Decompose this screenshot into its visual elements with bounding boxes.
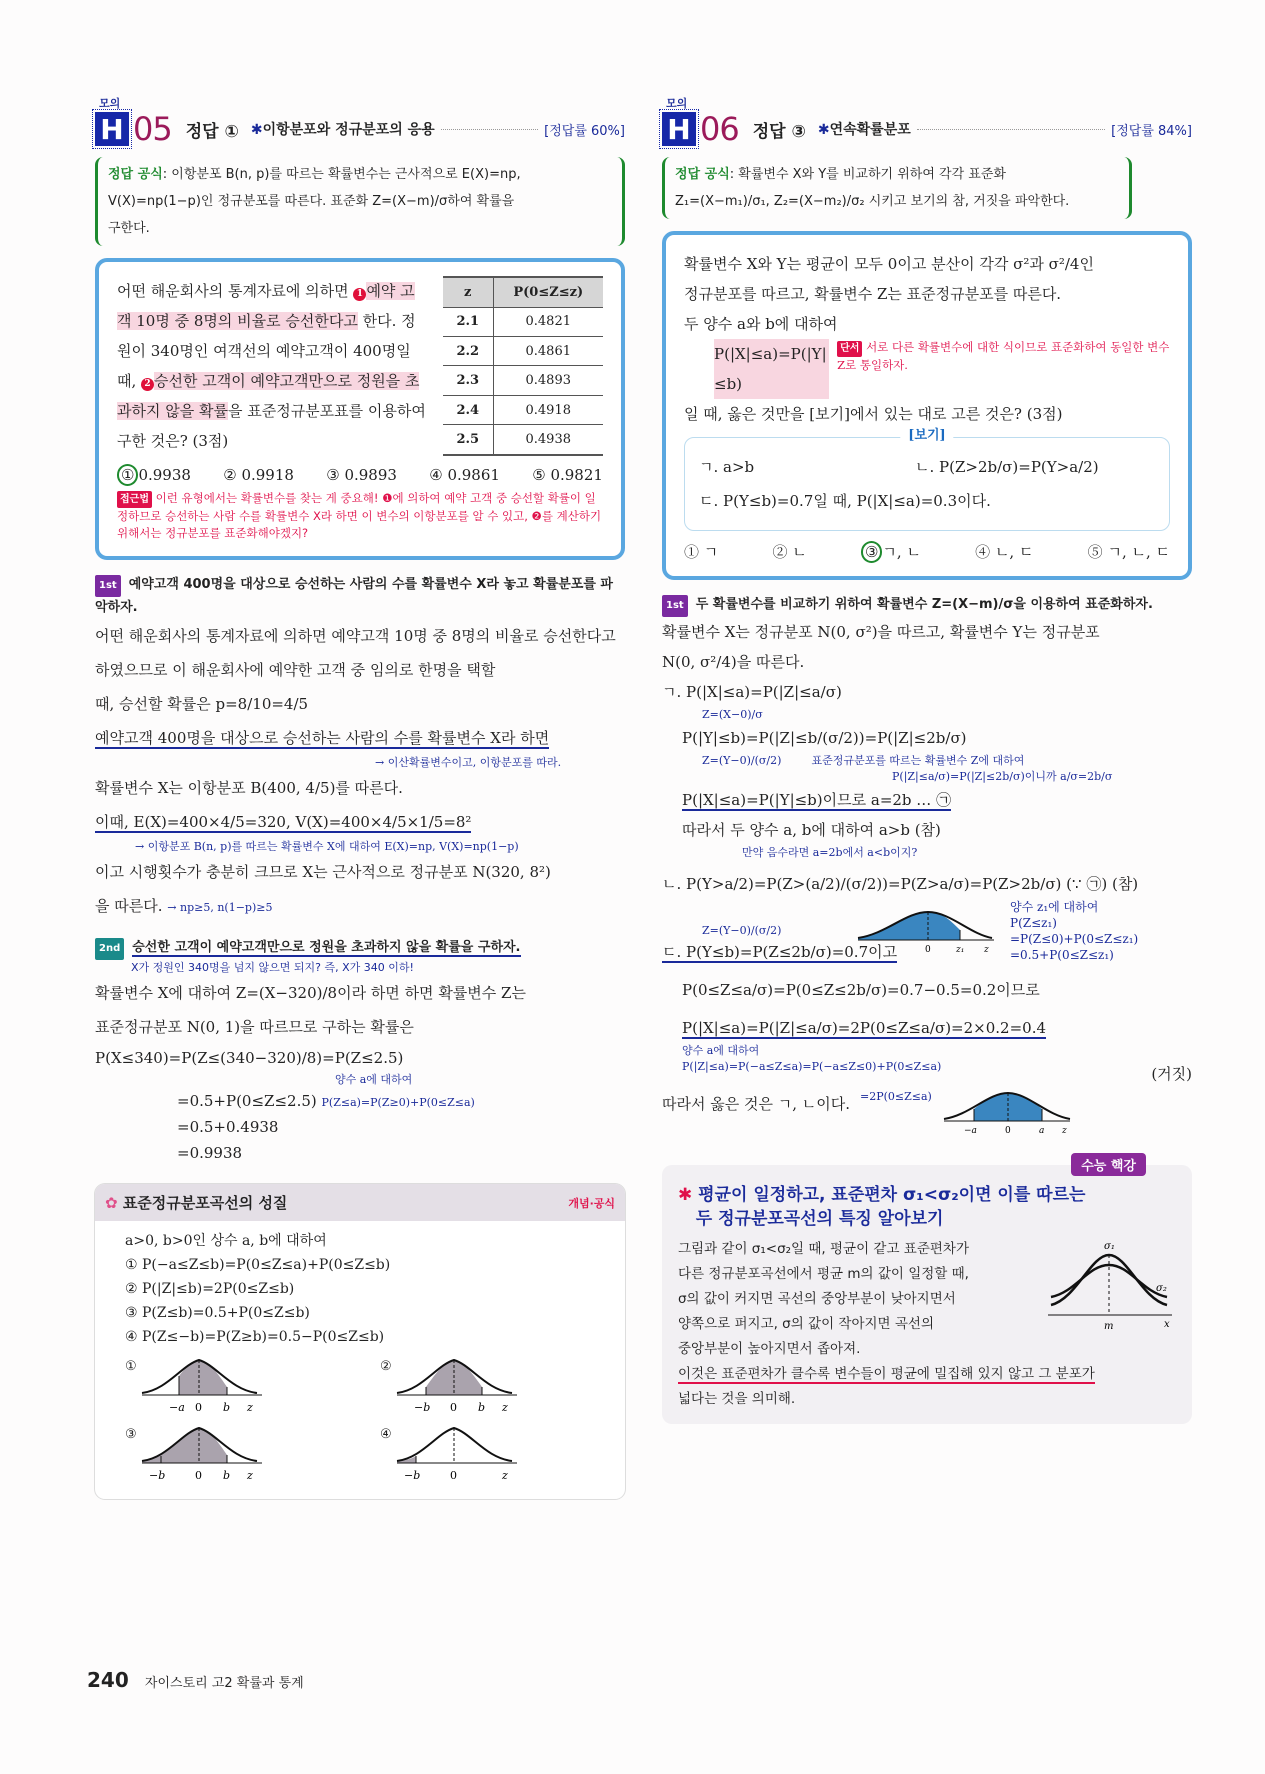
svg-text:0: 0 — [925, 945, 931, 954]
choice-5[interactable]: ⑤ 0.9821 — [532, 466, 603, 484]
answer-choices — [117, 466, 603, 484]
choice-4[interactable]: ④ 0.9861 — [429, 466, 500, 484]
svg-text:a: a — [1038, 1126, 1045, 1135]
z1-note: 양수 z₁에 대하여 P(Z≤z₁) =P(Z≤0)+P(0≤Z≤z₁) =0.5+P(0≤Z≤z₁) — [1010, 900, 1139, 962]
table-row: 2.5 0.4938 — [443, 425, 603, 455]
page-number: 240 — [87, 1668, 129, 1692]
svg-text:b: b — [477, 1401, 485, 1414]
answer-choices — [684, 541, 1170, 562]
topic: ✱이항분포와 정규분포의 응용 — [250, 122, 435, 138]
formula-text: 구한다. — [108, 221, 150, 236]
z-table: z P(0≤Z≤z) 2.1 0.4821 2.2 0.4861 2.3 0.4893 2.4 0.4918 2.5 0.4938 — [443, 276, 603, 456]
formula-label: 정답 공식 — [108, 167, 163, 182]
svg-text:0: 0 — [194, 1469, 202, 1482]
svg-text:b: b — [222, 1469, 230, 1482]
problem-header — [95, 111, 625, 147]
concept-item: ① P(−a≤Z≤b)=P(0≤Z≤a)+P(0≤Z≤b) — [125, 1257, 391, 1273]
choice-3[interactable]: ③ ㄱ, ㄴ — [861, 541, 921, 562]
bogi-item: ㄴ. P(Z>2b/σ)=P(Y>a/2) — [915, 458, 1099, 476]
question-text: 어떤 해운회사의 통계자료에 의하면 1 예약 고객 10명 중 8명의 비율로 승선한다고 한다. 정원이 340명인 여객선의 예약고객이 400명일 때, 2 승선한 고객이 예약고객만으로 정원을 초과하지 않을 확률을 표준정규분포표를 이용하여 구한 것은? (3점) — [117, 282, 426, 450]
bogi-box — [684, 428, 1170, 531]
problem-number: 05 — [133, 110, 172, 148]
tip-text: 이것은 표준편차가 클수록 변수들이 평균에 밀집해 있지 않고 그 분포가 넓다는 것을 의미해. — [678, 1366, 1095, 1407]
step-1-title: 1st 예약고객 400명을 대상으로 승선하는 사람의 수를 확률변수 X라 놓고 확률분포를 파악하자. — [95, 577, 613, 615]
question-box — [95, 258, 625, 560]
two-normal-curves-graph — [1046, 1237, 1176, 1347]
problem-number: 06 — [700, 110, 739, 148]
concept-tag: 개념·공식 — [568, 1196, 615, 1210]
answer-label: 정답 ① — [185, 121, 239, 142]
correct-rate: [정답률 60%] — [544, 123, 625, 139]
marker-1-icon: 1 — [353, 288, 366, 301]
problem-h05 — [95, 95, 625, 1499]
approach-hint: 접근법 이런 유형에서는 확률변수를 찾는 게 중요해! ❶에 의하여 예약 고객 중 승선할 확률이 일정하므로 승선하는 사람 수를 확률변수 X라 하면 이 변수의 이항분포를 알 수 있고, ❷를 계산하기 위해서는 정규분포를 표준화해야겠지? — [117, 491, 602, 540]
correct-rate: [정답률 84%] — [1111, 123, 1192, 139]
normal-curve-graph-3: ③ −b 0 b z — [125, 1423, 340, 1485]
svg-text:z₁: z₁ — [956, 945, 965, 954]
question-box — [662, 231, 1192, 580]
formula-text: : 확률변수 X와 Y를 비교하기 위하여 각각 표준화 — [729, 167, 1006, 182]
svg-text:z: z — [246, 1401, 253, 1414]
normal-curve-graph-4: ④ −b 0 z — [380, 1423, 595, 1485]
choice-4[interactable]: ④ ㄴ, ㄷ — [975, 543, 1034, 561]
clue-hint: 단서 서로 다른 확률변수에 대한 식이므로 표준화하여 동일한 변수 Z로 통일하자. — [837, 340, 1170, 372]
tip-box — [662, 1159, 1192, 1424]
marker-2-icon: 2 — [141, 378, 154, 391]
table-row: 2.4 0.4918 — [443, 395, 603, 424]
table-row: 2.1 0.4821 — [443, 307, 603, 336]
tip-text: 그림과 같이 σ₁<σ₂일 때, 평균이 같고 표준편차가 다른 정규분포곡선에서 평균 m의 값이 일정할 때, σ의 값이 커지면 곡선의 중앙부분이 낮아지면서 양쪽으로 퍼지고, σ의 값이 작아지면 곡선의 중앙부분이 높아지면서 좁아져. — [678, 1241, 969, 1357]
choice-3[interactable]: ③ 0.9893 — [326, 466, 397, 484]
bogi-item: ㄷ. P(Y≤b)=0.7일 때, P(|X|≤a)=0.3이다. — [699, 492, 991, 510]
answer-label: 정답 ③ — [752, 121, 806, 142]
svg-text:0: 0 — [449, 1469, 457, 1482]
svg-text:σ₂: σ₂ — [1156, 1283, 1167, 1294]
concept-title: ✿ 표준정규분포곡선의 성질 — [105, 1194, 288, 1212]
svg-text:−a: −a — [168, 1401, 185, 1414]
concept-item: ④ P(Z≤−b)=P(Z≥b)=0.5−P(0≤Z≤b) — [125, 1329, 385, 1345]
svg-text:σ₁: σ₁ — [1104, 1241, 1115, 1252]
svg-text:0: 0 — [194, 1401, 202, 1414]
svg-text:z: z — [984, 945, 989, 954]
concept-item: ② P(|Z|≤b)=2P(0≤Z≤b) — [125, 1281, 295, 1297]
svg-text:−a: −a — [963, 1126, 977, 1135]
problem-h06 — [662, 95, 1192, 1424]
bogi-title: [보기] — [900, 427, 953, 445]
choice-2[interactable]: ② 0.9918 — [223, 466, 294, 484]
tip-badge: 수능 핵강 — [1071, 1153, 1146, 1176]
choice-5[interactable]: ⑤ ㄱ, ㄴ, ㄷ — [1087, 543, 1170, 561]
table-row: 2.3 0.4893 — [443, 366, 603, 395]
normal-curve-graph-2: ② −b 0 b z — [380, 1355, 595, 1417]
svg-text:x: x — [1164, 1319, 1170, 1330]
formula-label: 정답 공식 — [675, 167, 730, 182]
concept-box — [95, 1184, 625, 1499]
mock-label: 모의 — [666, 97, 688, 110]
normal-curve-shaded-center — [942, 1089, 1072, 1135]
svg-text:z: z — [246, 1469, 253, 1482]
mock-label: 모의 — [99, 97, 121, 110]
leader-dots — [441, 129, 538, 130]
level-badge: H — [662, 112, 696, 146]
svg-text:−b: −b — [413, 1401, 430, 1414]
formula-text: : 이항분포 B(n, p)를 따르는 확률변수는 근사적으로 E(X)=np, — [162, 167, 521, 182]
svg-text:m: m — [1104, 1321, 1114, 1332]
table-row: 2.2 0.4861 — [443, 337, 603, 366]
verdict-false: (거짓) — [1151, 1065, 1192, 1083]
answer-formula-box — [662, 157, 1132, 219]
concept-item: ③ P(Z≤b)=0.5+P(0≤Z≤b) — [125, 1305, 310, 1321]
svg-text:−b: −b — [403, 1469, 420, 1482]
topic: ✱연속확률분포 — [817, 122, 911, 138]
bogi-item: ㄱ. a>b — [699, 458, 755, 476]
condition-equation: P(|X|≤a)=P(|Y|≤b) — [714, 339, 829, 399]
formula-text: V(X)=np(1−p)인 정규분포를 따른다. 표준화 Z=(X−m)/σ하여 확률을 — [108, 194, 515, 209]
svg-text:z: z — [1061, 1126, 1067, 1135]
normal-curve-graph-1: ① −a 0 b z — [125, 1355, 340, 1417]
step-2-note: X가 정원인 340명을 넘지 않으면 되지? 즉, X가 340 이하! — [131, 961, 414, 974]
svg-text:−b: −b — [148, 1469, 165, 1482]
svg-text:z: z — [501, 1401, 508, 1414]
svg-text:0: 0 — [449, 1401, 457, 1414]
answer-formula-box — [95, 157, 625, 246]
svg-text:z: z — [501, 1469, 508, 1482]
choice-1[interactable]: ① 0.9938 — [117, 466, 191, 484]
step-1-title: 1st 두 확률변수를 비교하기 위하여 확률변수 Z=(X−m)/σ을 이용하여 표준화하자. — [662, 594, 1192, 617]
star-icon: ✱ — [250, 122, 263, 138]
choice-2[interactable]: ② ㄴ — [772, 543, 807, 561]
star-icon: ✱ — [817, 122, 830, 138]
page-footer — [87, 1668, 304, 1692]
flower-icon: ✿ — [105, 1194, 118, 1212]
question-text: 확률변수 X와 Y는 평균이 모두 0이고 분산이 각각 σ²과 σ²/4인 정규분포를 따르고, 확률변수 Z는 표준정규분포를 따른다. 두 양수 a와 b에 대하여 P(|X|≤a)=P(|Y|≤b) 단서 서로 다른 확률변수에 대한 식이므로 표준화하여 동일한 변수 Z로 통일하자. 일 때, 옳은 것만을 [보기]에서 있는 대로 고른 것은? (3점) — [684, 255, 1170, 423]
leader-dots — [917, 129, 1105, 130]
formula-text: Z₁=(X−m₁)/σ₁, Z₂=(X−m₂)/σ₂ 시키고 보기의 참, 거짓을 파악한다. — [675, 194, 1070, 209]
step-2-title: 2nd 승선한 고객이 예약고객만으로 정원을 초과하지 않을 확률을 구하자. — [95, 937, 625, 960]
choice-1[interactable]: ① ㄱ — [684, 543, 719, 561]
step-1-body: 확률변수 X는 정규분포 N(0, σ²)을 따르고, 확률변수 Y는 정규분포 N(0, σ²/4)을 따른다. ㄱ. P(|X|≤a)=P(|Z|≤a/σ) Z=(X−0)/σ P(|Y|≤b)=P(|Z|≤b/(σ/2))=P(|Z|≤2b/σ) Z=(Y−0)/(σ/2) 표준정규분포를 따르는 확률변수 Z에 대하여 P(|Z|≤a/σ)=P(|Z|≤2b/σ)이니까 a/σ=2b/σ P(|X|≤a)=P(|Y|≤b)이므로 a=2b … ㉠ 따라서 두 양수 a, b에 대하여 a>b (참) 만약 음수라면 a=2b에서 a<b이지? ㄴ. P(Y>a/2)=P(Z>(a/2)/(σ/2))=P(Z>a/σ)=P(Z>2b/σ) (∵ ㉠) (참) Z=(Y−0)/(σ/2) 0 z₁ z 양수 z₁에 대하여 P(Z≤z₁) =P(Z≤0)+P(0≤Z≤z₁) =0.5+P(0≤Z≤z₁) ㄷ. P(Y≤b)=P(Z≤2b/σ)=0.7이고 P(0≤Z≤a/σ)=P(0≤Z≤2b/σ)=0.7−0.5=0.2이므로 P(|X|≤a)=P(|Z|≤a/σ)=2P(0≤Z≤a/σ)=2×0.2=0.4 양수 a에 대하여 P(|Z|≤a)=P(−a≤Z≤a)=P(−a≤Z≤0)+P(0≤Z≤a) (거짓) 따라서 옳은 것은 ㄱ, ㄴ이다. =2P(0≤Z≤a) −a 0 a z — [662, 623, 1192, 1135]
conclusion: 따라서 옳은 것은 ㄱ, ㄴ이다. — [662, 1095, 850, 1113]
level-badge: H — [95, 112, 129, 146]
svg-text:0: 0 — [1004, 1126, 1011, 1135]
tip-title: ✱ 평균이 일정하고, 표준편차 σ₁<σ₂이면 이를 따르는 두 정규분포곡선의 특징 알아보기 — [678, 1185, 1086, 1229]
concept-intro: a>0, b>0인 상수 a, b에 대하여 — [125, 1233, 327, 1249]
problem-header — [662, 111, 1192, 147]
step-2-body: 확률변수 X에 대하여 Z=(X−320)/8이라 하면 하면 확률변수 Z는 표준정규분포 N(0, 1)을 따르므로 구하는 확률은 P(X≤340)=P(Z≤(340−320)/8)=P(Z≤2.5) 양수 a에 대하여 =0.5+P(0≤Z≤2.5) P(Z≤a)=P(Z≥0)+P(0≤Z≤a) =0.5+0.4938 =0.9938 — [95, 984, 526, 1162]
step-1-body: 어떤 해운회사의 통계자료에 의하면 예약고객 10명 중 8명의 비율로 승선한다고 하였으므로 이 해운회사에 예약한 고객 중 임의로 한명을 택할 때, 승선할 확률은 p=8/10=4/5 예약고객 400명을 대상으로 승선하는 사람의 수를 확률변수 X라 하면 → 이산확률변수이고, 이항분포를 따라. 확률변수 X는 이항분포 B(400, 4/5)를 따른다. 이때, E(X)=400×4/5=320, V(X)=400×4/5×1/5=8² → 이항분포 B(n, p)를 따르는 확률변수 X에 대하여 E(X)=np, V(X)=np(1−p) 이고 시행횟수가 충분히 크므로 X는 근사적으로 정규분포 N(320, 8²) 을 따른다. → np≥5, n(1−p)≥5 — [95, 627, 616, 915]
svg-text:b: b — [222, 1401, 230, 1414]
book-title: 자이스토리 고2 확률과 통계 — [144, 1676, 304, 1691]
